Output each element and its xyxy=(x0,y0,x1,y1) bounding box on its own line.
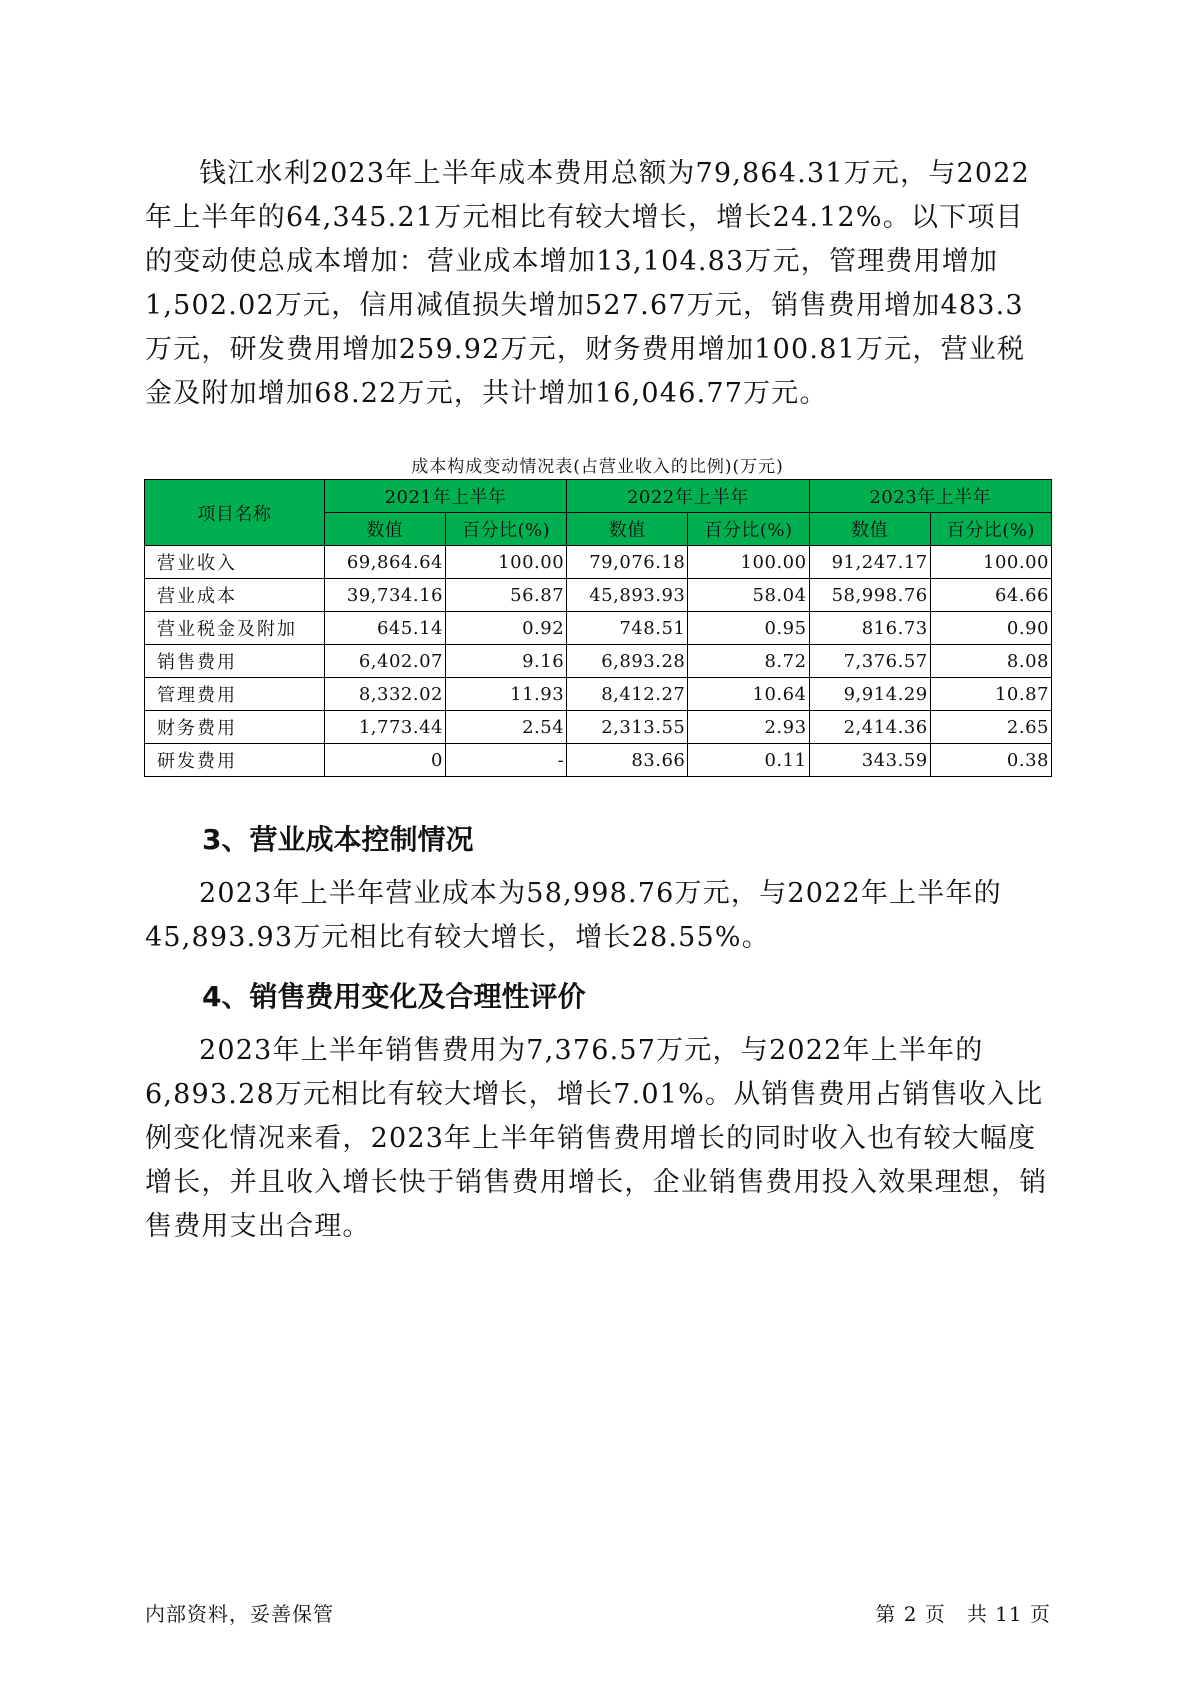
header-period: 2021年上半年 xyxy=(324,480,566,513)
cell-percent: 8.72 xyxy=(688,645,809,678)
cell-value: 8,332.02 xyxy=(324,678,445,711)
cell-value: 0 xyxy=(324,744,445,777)
cell-value: 9,914.29 xyxy=(809,678,930,711)
cell-value: 83.66 xyxy=(567,744,688,777)
cell-value: 2,313.55 xyxy=(567,711,688,744)
cell-percent: 0.11 xyxy=(688,744,809,777)
cell-value: 69,864.64 xyxy=(324,546,445,579)
cell-percent: 64.66 xyxy=(930,579,1051,612)
table-header-row xyxy=(145,480,1052,513)
row-label: 研发费用 xyxy=(145,744,325,777)
table-row xyxy=(145,546,1052,579)
cell-value: 645.14 xyxy=(324,612,445,645)
cell-value: 7,376.57 xyxy=(809,645,930,678)
cell-value: 2,414.36 xyxy=(809,711,930,744)
cell-percent: 100.00 xyxy=(930,546,1051,579)
cell-value: 6,402.07 xyxy=(324,645,445,678)
cell-percent: 9.16 xyxy=(445,645,566,678)
cell-percent: 0.90 xyxy=(930,612,1051,645)
cell-value: 39,734.16 xyxy=(324,579,445,612)
cell-value: 1,773.44 xyxy=(324,711,445,744)
cell-value: 816.73 xyxy=(809,612,930,645)
paragraph-sales-expense: 2023年上半年销售费用为7,376.57万元，与2022年上半年的6,893.28万元相比有较大增长，增长7.01%。从销售费用占销售收入比例变化情况来看，2023年上半年销售费用增长的同时收入也有较大幅度增长，并且收入增长快于销售费用增长，企业销售费用投入效果理想，销售费用支出合理。 xyxy=(145,1035,1048,1242)
table-row xyxy=(145,744,1052,777)
header-value: 数值 xyxy=(324,513,445,546)
table-row xyxy=(145,645,1052,678)
cell-value: 45,893.93 xyxy=(567,579,688,612)
cost-structure-table xyxy=(144,479,1052,777)
cell-value: 79,076.18 xyxy=(567,546,688,579)
cell-percent: 11.93 xyxy=(445,678,566,711)
header-period: 2022年上半年 xyxy=(567,480,809,513)
header-value: 数值 xyxy=(809,513,930,546)
row-label: 管理费用 xyxy=(145,678,325,711)
cell-percent: 100.00 xyxy=(688,546,809,579)
cell-percent: - xyxy=(445,744,566,777)
footer-page-number: 第 2 页 共 11 页 xyxy=(875,1602,1051,1626)
cell-percent: 0.38 xyxy=(930,744,1051,777)
header-percent: 百分比(%) xyxy=(930,513,1051,546)
cell-value: 748.51 xyxy=(567,612,688,645)
table-row xyxy=(145,678,1052,711)
table-caption: 成本构成变动情况表(占营业收入的比例)(万元) xyxy=(411,457,784,477)
cell-percent: 100.00 xyxy=(445,546,566,579)
row-label: 营业成本 xyxy=(145,579,325,612)
section-heading-4: 4、销售费用变化及合理性评价 xyxy=(202,980,586,1013)
row-label: 营业收入 xyxy=(145,546,325,579)
cell-percent: 0.95 xyxy=(688,612,809,645)
cell-value: 6,893.28 xyxy=(567,645,688,678)
header-period: 2023年上半年 xyxy=(809,480,1051,513)
cell-percent: 2.65 xyxy=(930,711,1051,744)
cell-percent: 56.87 xyxy=(445,579,566,612)
cell-percent: 2.93 xyxy=(688,711,809,744)
row-label: 营业税金及附加 xyxy=(145,612,325,645)
cell-value: 8,412.27 xyxy=(567,678,688,711)
row-label: 销售费用 xyxy=(145,645,325,678)
section-heading-3: 3、营业成本控制情况 xyxy=(202,823,474,856)
cell-percent: 58.04 xyxy=(688,579,809,612)
cell-percent: 10.64 xyxy=(688,678,809,711)
cell-percent: 10.87 xyxy=(930,678,1051,711)
cell-percent: 8.08 xyxy=(930,645,1051,678)
header-value: 数值 xyxy=(567,513,688,546)
table-row xyxy=(145,579,1052,612)
cell-value: 91,247.17 xyxy=(809,546,930,579)
table-row xyxy=(145,612,1052,645)
cell-percent: 2.54 xyxy=(445,711,566,744)
paragraph-operating-cost: 2023年上半年营业成本为58,998.76万元，与2022年上半年的45,893.93万元相比有较大增长，增长28.55%。 xyxy=(145,878,1002,953)
header-percent: 百分比(%) xyxy=(688,513,809,546)
header-percent: 百分比(%) xyxy=(445,513,566,546)
paragraph-cost-summary: 钱江水利2023年上半年成本费用总额为79,864.31万元，与2022年上半年的64,345.21万元相比有较大增长，增长24.12%。以下项目的变动使总成本增加：营业成本增加13,104.83万元，管理费用增加1,502.02万元，信用减值损失增加527.67万元，销售费用增加483.3万元，研发费用增加259.92万元，财务费用增加100.81万元，营业税金及附加增加68.22万元，共计增加16,046.77万元。 xyxy=(145,158,1031,409)
table-body xyxy=(145,546,1052,777)
footer-confidential: 内部资料，妥善保管 xyxy=(145,1602,334,1626)
cell-value: 58,998.76 xyxy=(809,579,930,612)
header-item-name: 项目名称 xyxy=(145,480,325,546)
cell-value: 343.59 xyxy=(809,744,930,777)
row-label: 财务费用 xyxy=(145,711,325,744)
table-row xyxy=(145,711,1052,744)
cell-percent: 0.92 xyxy=(445,612,566,645)
